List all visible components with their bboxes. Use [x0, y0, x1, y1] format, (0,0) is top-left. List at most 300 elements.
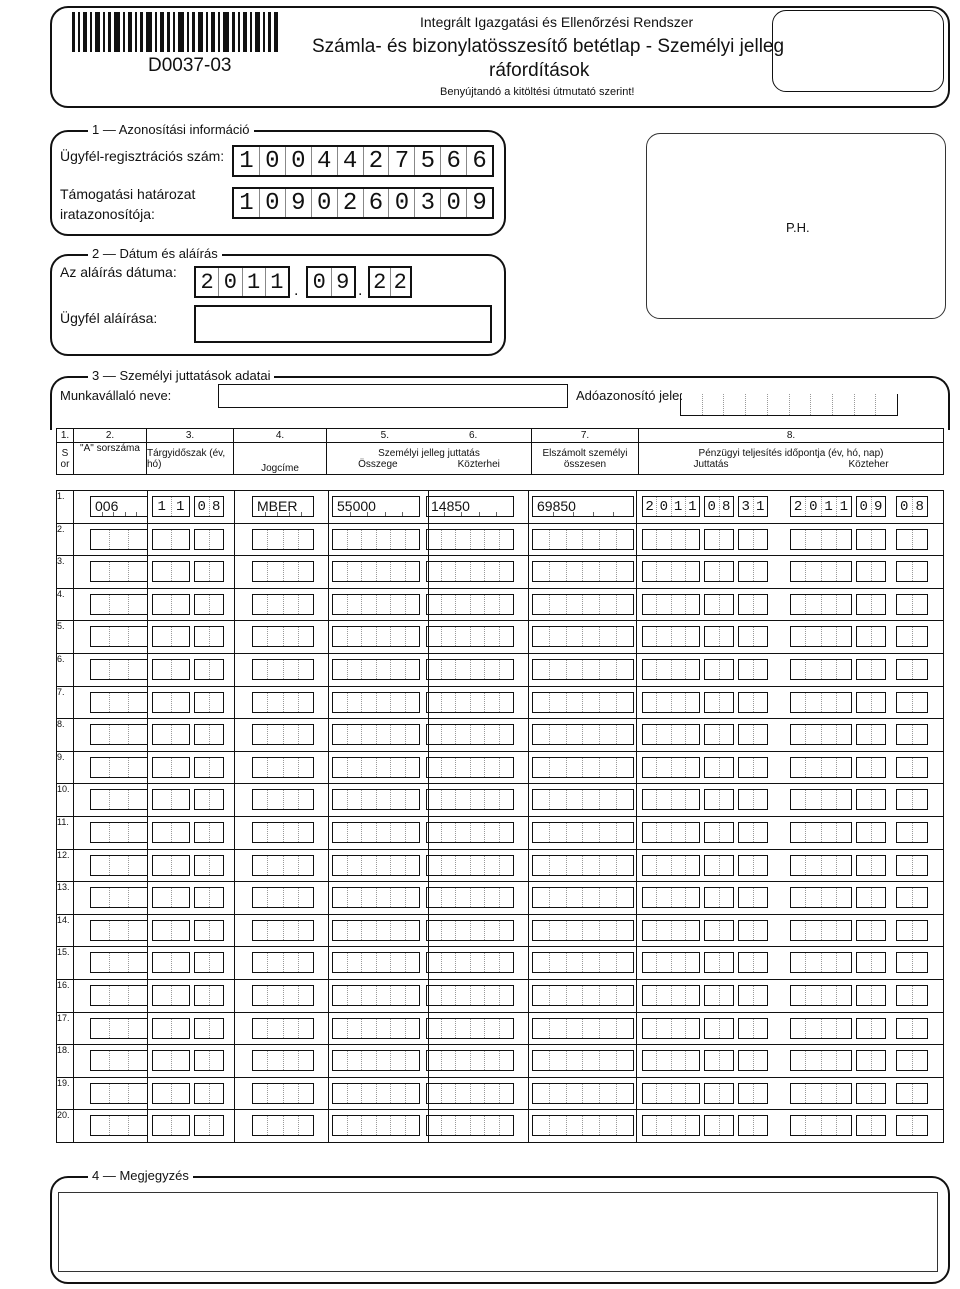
- charge-day-field[interactable]: 0 8: [896, 496, 928, 517]
- a-number-field[interactable]: [90, 920, 148, 941]
- a-number-field[interactable]: [90, 855, 148, 876]
- benefit-amount-field[interactable]: [332, 659, 420, 680]
- benefit-title-field[interactable]: [252, 855, 314, 876]
- charge-year-field[interactable]: [790, 594, 852, 615]
- period-month-field[interactable]: [194, 920, 224, 941]
- total-field[interactable]: [532, 757, 634, 778]
- signature-date-label: Az aláírás dátuma:: [60, 264, 177, 280]
- payment-month-field[interactable]: [704, 659, 734, 680]
- charge-month-field[interactable]: [856, 887, 886, 908]
- payment-day-field[interactable]: [738, 855, 768, 876]
- section2-label: 2 — Dátum és aláírás: [88, 246, 222, 261]
- payment-day-field[interactable]: [738, 659, 768, 680]
- charge-month-field[interactable]: [856, 529, 886, 550]
- period-year-field[interactable]: [152, 1115, 190, 1136]
- charge-month-field[interactable]: [856, 626, 886, 647]
- benefit-charges-field[interactable]: [426, 561, 514, 582]
- signature-date-day[interactable]: 2 2: [368, 266, 412, 298]
- charge-day-field[interactable]: [896, 692, 928, 713]
- payment-year-field[interactable]: [642, 724, 700, 745]
- charge-year-field[interactable]: [790, 985, 852, 1006]
- section4-label: 4 — Megjegyzés: [88, 1168, 193, 1183]
- charge-month-field[interactable]: [856, 561, 886, 582]
- charge-month-field[interactable]: [856, 789, 886, 810]
- benefit-charges-field[interactable]: [426, 659, 514, 680]
- benefit-charges-field[interactable]: [426, 626, 514, 647]
- period-year-field[interactable]: [152, 887, 190, 908]
- benefit-title-field[interactable]: [252, 1050, 314, 1071]
- total-field[interactable]: [532, 1083, 634, 1104]
- benefit-amount-field[interactable]: [332, 1083, 420, 1104]
- period-month-field[interactable]: [194, 692, 224, 713]
- period-month-field[interactable]: [194, 1115, 224, 1136]
- charge-month-field[interactable]: [856, 985, 886, 1006]
- barcode: [72, 12, 282, 52]
- payment-day-field[interactable]: [738, 1050, 768, 1071]
- payment-day-field[interactable]: [738, 985, 768, 1006]
- row-number: 13.: [57, 882, 74, 915]
- benefit-charges-field[interactable]: [426, 1018, 514, 1039]
- period-year-field[interactable]: [152, 757, 190, 778]
- benefit-amount-field[interactable]: [332, 1115, 420, 1136]
- payment-year-field[interactable]: [642, 529, 700, 550]
- period-year-field[interactable]: 1 1: [152, 496, 190, 517]
- period-month-field[interactable]: [194, 529, 224, 550]
- payment-day-field[interactable]: [738, 757, 768, 778]
- charge-year-field[interactable]: [790, 659, 852, 680]
- charge-day-field[interactable]: [896, 626, 928, 647]
- benefit-title-field[interactable]: [252, 626, 314, 647]
- a-number-field[interactable]: [90, 822, 148, 843]
- charge-year-field[interactable]: [790, 1018, 852, 1039]
- a-number-field[interactable]: [90, 887, 148, 908]
- row-number: 19.: [57, 1077, 74, 1110]
- benefit-charges-field[interactable]: [426, 920, 514, 941]
- payment-day-field[interactable]: [738, 626, 768, 647]
- period-month-field[interactable]: [194, 985, 224, 1006]
- benefit-title-field[interactable]: [252, 692, 314, 713]
- total-field[interactable]: [532, 1115, 634, 1136]
- payment-year-field[interactable]: [642, 1083, 700, 1104]
- a-number-field[interactable]: [90, 985, 148, 1006]
- benefit-title-field[interactable]: [252, 724, 314, 745]
- period-month-field[interactable]: [194, 887, 224, 908]
- period-month-field[interactable]: [194, 659, 224, 680]
- charge-month-field[interactable]: [856, 594, 886, 615]
- benefit-amount-field[interactable]: [332, 952, 420, 973]
- period-year-field[interactable]: [152, 985, 190, 1006]
- charge-month-field[interactable]: [856, 1115, 886, 1136]
- charge-month-field[interactable]: [856, 692, 886, 713]
- row-number: 16.: [57, 979, 74, 1012]
- payment-month-field[interactable]: [704, 985, 734, 1006]
- payment-month-field[interactable]: [704, 757, 734, 778]
- payment-month-field[interactable]: [704, 1115, 734, 1136]
- charge-year-field[interactable]: 2 0 1 1: [790, 496, 852, 517]
- period-month-field[interactable]: [194, 789, 224, 810]
- total-field[interactable]: [532, 1050, 634, 1071]
- total-field[interactable]: [532, 822, 634, 843]
- payment-month-field[interactable]: [704, 529, 734, 550]
- row-number: 18.: [57, 1045, 74, 1078]
- charge-month-field[interactable]: [856, 822, 886, 843]
- period-year-field[interactable]: [152, 724, 190, 745]
- charge-year-field[interactable]: [790, 692, 852, 713]
- benefit-title-field[interactable]: [252, 1083, 314, 1104]
- period-month-field[interactable]: [194, 1083, 224, 1104]
- payment-month-field[interactable]: [704, 1050, 734, 1071]
- benefit-charges-field[interactable]: [426, 789, 514, 810]
- benefit-title-field[interactable]: [252, 952, 314, 973]
- charge-month-field[interactable]: [856, 920, 886, 941]
- benefit-charges-field[interactable]: [426, 952, 514, 973]
- benefit-amount-field[interactable]: [332, 1050, 420, 1071]
- benefit-amount-field[interactable]: [332, 626, 420, 647]
- col-header-total: Elszámolt személyi összesen: [532, 443, 639, 475]
- charge-month-field[interactable]: [856, 1050, 886, 1071]
- benefit-amount-field[interactable]: [332, 1018, 420, 1039]
- payment-day-field[interactable]: [738, 692, 768, 713]
- payment-day-field[interactable]: [738, 529, 768, 550]
- col-number-4: 4.: [234, 429, 327, 443]
- payment-day-field[interactable]: [738, 724, 768, 745]
- benefit-amount-field[interactable]: [332, 724, 420, 745]
- employee-name-field[interactable]: [218, 384, 568, 408]
- total-field[interactable]: [532, 561, 634, 582]
- charge-year-field[interactable]: [790, 1083, 852, 1104]
- charge-year-field[interactable]: [790, 822, 852, 843]
- a-number-field[interactable]: [90, 594, 148, 615]
- submission-instruction: Benyújtandó a kitöltési útmutató szerint!: [440, 86, 635, 98]
- benefit-amount-field[interactable]: [332, 985, 420, 1006]
- benefit-title-field[interactable]: MBER: [252, 496, 314, 517]
- period-year-field[interactable]: [152, 952, 190, 973]
- payment-year-field[interactable]: 2 0 1 1: [642, 496, 700, 517]
- benefit-charges-field[interactable]: 14850: [426, 496, 514, 517]
- col-header-title: Jogcíme: [234, 443, 327, 475]
- period-month-field[interactable]: [194, 855, 224, 876]
- charge-month-field[interactable]: 0 9: [856, 496, 886, 517]
- payment-month-field[interactable]: [704, 1083, 734, 1104]
- charge-year-field[interactable]: [790, 626, 852, 647]
- payment-day-field[interactable]: [738, 1083, 768, 1104]
- payment-year-field[interactable]: [642, 1050, 700, 1071]
- period-year-field[interactable]: [152, 1018, 190, 1039]
- total-field[interactable]: [532, 887, 634, 908]
- payment-year-field[interactable]: [642, 822, 700, 843]
- employee-name-label: Munkavállaló neve:: [60, 388, 172, 403]
- charge-month-field[interactable]: [856, 952, 886, 973]
- period-year-field[interactable]: [152, 1083, 190, 1104]
- charge-year-field[interactable]: [790, 529, 852, 550]
- row-number: 4.: [57, 588, 74, 621]
- tax-id-field[interactable]: [680, 394, 898, 416]
- payment-day-field[interactable]: [738, 1115, 768, 1136]
- total-field[interactable]: [532, 855, 634, 876]
- period-year-field[interactable]: [152, 920, 190, 941]
- col-header-period: Tárgyidőszak (év, hó): [147, 443, 234, 475]
- a-number-field[interactable]: [90, 692, 148, 713]
- charge-day-field[interactable]: [896, 757, 928, 778]
- charge-day-field[interactable]: [896, 529, 928, 550]
- period-month-field[interactable]: [194, 1018, 224, 1039]
- payment-month-field[interactable]: [704, 692, 734, 713]
- payment-month-field[interactable]: [704, 626, 734, 647]
- total-field[interactable]: [532, 529, 634, 550]
- payment-day-field[interactable]: [738, 822, 768, 843]
- charge-year-field[interactable]: [790, 724, 852, 745]
- period-year-field[interactable]: [152, 855, 190, 876]
- total-field[interactable]: [532, 626, 634, 647]
- benefit-charges-field[interactable]: [426, 757, 514, 778]
- col-header-a-number: "A" sorszáma: [74, 443, 147, 475]
- payment-month-field[interactable]: [704, 855, 734, 876]
- payment-day-field[interactable]: [738, 789, 768, 810]
- period-year-field[interactable]: [152, 659, 190, 680]
- payment-month-field[interactable]: [704, 594, 734, 615]
- charge-month-field[interactable]: [856, 659, 886, 680]
- charge-day-field[interactable]: [896, 920, 928, 941]
- total-field[interactable]: [532, 952, 634, 973]
- charge-month-field[interactable]: [856, 855, 886, 876]
- charge-month-field[interactable]: [856, 1018, 886, 1039]
- benefit-title-field[interactable]: [252, 920, 314, 941]
- period-year-field[interactable]: [152, 1050, 190, 1071]
- a-number-field[interactable]: [90, 1115, 148, 1136]
- benefit-amount-field[interactable]: [332, 855, 420, 876]
- charge-year-field[interactable]: [790, 855, 852, 876]
- a-number-field[interactable]: [90, 1050, 148, 1071]
- period-month-field[interactable]: [194, 1050, 224, 1071]
- payment-year-field[interactable]: [642, 692, 700, 713]
- benefit-charges-field[interactable]: [426, 1050, 514, 1071]
- benefit-charges-field[interactable]: [426, 724, 514, 745]
- payment-month-field[interactable]: [704, 1018, 734, 1039]
- period-month-field[interactable]: [194, 594, 224, 615]
- period-year-field[interactable]: [152, 626, 190, 647]
- row-number: 14.: [57, 914, 74, 947]
- benefit-title-field[interactable]: [252, 985, 314, 1006]
- payment-month-field[interactable]: [704, 920, 734, 941]
- tax-id-label: Adóazonosító jele:: [576, 388, 683, 403]
- client-reg-number-field[interactable]: 1 0 0 4 4 2 7 5 6 6: [232, 145, 494, 177]
- benefit-title-field[interactable]: [252, 757, 314, 778]
- payment-year-field[interactable]: [642, 594, 700, 615]
- period-year-field[interactable]: [152, 561, 190, 582]
- period-month-field[interactable]: [194, 952, 224, 973]
- charge-day-field[interactable]: [896, 594, 928, 615]
- a-number-field[interactable]: [90, 952, 148, 973]
- benefit-charges-field[interactable]: [426, 1083, 514, 1104]
- row-number: 11.: [57, 816, 74, 849]
- payment-month-field[interactable]: [704, 561, 734, 582]
- charge-year-field[interactable]: [790, 757, 852, 778]
- a-number-field[interactable]: [90, 789, 148, 810]
- benefit-charges-field[interactable]: [426, 529, 514, 550]
- benefit-amount-field[interactable]: [332, 692, 420, 713]
- date-separator: .: [358, 282, 363, 299]
- charge-day-field[interactable]: [896, 789, 928, 810]
- charge-day-field[interactable]: [896, 1050, 928, 1071]
- charge-day-field[interactable]: [896, 1018, 928, 1039]
- charge-day-field[interactable]: [896, 659, 928, 680]
- benefit-title-field[interactable]: [252, 789, 314, 810]
- benefit-amount-field[interactable]: 55000: [332, 496, 420, 517]
- a-number-field[interactable]: [90, 757, 148, 778]
- charge-year-field[interactable]: [790, 887, 852, 908]
- benefit-title-field[interactable]: [252, 529, 314, 550]
- total-field[interactable]: [532, 692, 634, 713]
- payment-month-field[interactable]: [704, 822, 734, 843]
- charge-year-field[interactable]: [790, 1115, 852, 1136]
- total-field[interactable]: [532, 594, 634, 615]
- a-number-field[interactable]: 006: [90, 496, 148, 517]
- benefit-charges-field[interactable]: [426, 985, 514, 1006]
- row-number: 17.: [57, 1012, 74, 1045]
- signature-field[interactable]: [194, 305, 492, 343]
- period-month-field[interactable]: [194, 561, 224, 582]
- section1-label: 1 — Azonosítási információ: [88, 122, 254, 137]
- benefit-charges-field[interactable]: [426, 822, 514, 843]
- charge-day-field[interactable]: [896, 561, 928, 582]
- benefit-title-field[interactable]: [252, 594, 314, 615]
- period-year-field[interactable]: [152, 822, 190, 843]
- client-reg-label: Ügyfél-regisztrációs szám:: [60, 148, 225, 164]
- charge-day-field[interactable]: [896, 855, 928, 876]
- col-number-7: 7.: [532, 429, 639, 443]
- period-year-field[interactable]: [152, 789, 190, 810]
- payment-year-field[interactable]: [642, 789, 700, 810]
- payment-month-field[interactable]: [704, 789, 734, 810]
- payment-month-field[interactable]: [704, 952, 734, 973]
- benefit-charges-field[interactable]: [426, 855, 514, 876]
- period-month-field[interactable]: [194, 757, 224, 778]
- charge-month-field[interactable]: [856, 724, 886, 745]
- payment-year-field[interactable]: [642, 952, 700, 973]
- period-year-field[interactable]: [152, 594, 190, 615]
- charge-month-field[interactable]: [856, 1083, 886, 1104]
- benefit-title-field[interactable]: [252, 1115, 314, 1136]
- payment-year-field[interactable]: [642, 1115, 700, 1136]
- payment-year-field[interactable]: [642, 626, 700, 647]
- total-field[interactable]: [532, 789, 634, 810]
- total-field[interactable]: [532, 1018, 634, 1039]
- remarks-field[interactable]: [58, 1192, 938, 1272]
- a-number-field[interactable]: [90, 529, 148, 550]
- payment-month-field[interactable]: 0 8: [704, 496, 734, 517]
- payment-day-field[interactable]: [738, 1018, 768, 1039]
- charge-year-field[interactable]: [790, 920, 852, 941]
- payment-year-field[interactable]: [642, 1018, 700, 1039]
- charge-day-field[interactable]: [896, 1115, 928, 1136]
- benefit-charges-field[interactable]: [426, 594, 514, 615]
- form-code: D0037-03: [148, 55, 232, 76]
- payment-day-field[interactable]: [738, 920, 768, 941]
- total-field[interactable]: [532, 985, 634, 1006]
- a-number-field[interactable]: [90, 626, 148, 647]
- benefit-title-field[interactable]: [252, 887, 314, 908]
- benefit-title-field[interactable]: [252, 1018, 314, 1039]
- total-field[interactable]: [532, 724, 634, 745]
- benefit-amount-field[interactable]: [332, 529, 420, 550]
- payment-year-field[interactable]: [642, 985, 700, 1006]
- charge-day-field[interactable]: [896, 724, 928, 745]
- signature-date-month[interactable]: 0 9: [306, 266, 356, 298]
- benefits-rows: [56, 490, 944, 1143]
- decision-id-field[interactable]: 1 0 9 0 2 6 0 3 0 9: [232, 187, 494, 219]
- charge-month-field[interactable]: [856, 757, 886, 778]
- a-number-field[interactable]: [90, 724, 148, 745]
- row-number: 12.: [57, 849, 74, 882]
- payment-month-field[interactable]: [704, 887, 734, 908]
- benefit-charges-field[interactable]: [426, 692, 514, 713]
- a-number-field[interactable]: [90, 1018, 148, 1039]
- payment-year-field[interactable]: [642, 757, 700, 778]
- charge-year-field[interactable]: [790, 952, 852, 973]
- charge-day-field[interactable]: [896, 1083, 928, 1104]
- benefit-amount-field[interactable]: [332, 594, 420, 615]
- period-month-field[interactable]: 0 8: [194, 496, 224, 517]
- benefit-charges-field[interactable]: [426, 887, 514, 908]
- payment-year-field[interactable]: [642, 561, 700, 582]
- charge-day-field[interactable]: [896, 985, 928, 1006]
- benefit-amount-field[interactable]: [332, 561, 420, 582]
- period-year-field[interactable]: [152, 529, 190, 550]
- payment-day-field[interactable]: 3 1: [738, 496, 768, 517]
- payment-day-field[interactable]: [738, 952, 768, 973]
- total-field[interactable]: [532, 659, 634, 680]
- payment-year-field[interactable]: [642, 920, 700, 941]
- payment-month-field[interactable]: [704, 724, 734, 745]
- benefit-amount-field[interactable]: [332, 757, 420, 778]
- payment-day-field[interactable]: [738, 561, 768, 582]
- period-year-field[interactable]: [152, 692, 190, 713]
- payment-year-field[interactable]: [642, 855, 700, 876]
- period-month-field[interactable]: [194, 626, 224, 647]
- benefit-charges-field[interactable]: [426, 1115, 514, 1136]
- benefit-amount-field[interactable]: [332, 789, 420, 810]
- total-field[interactable]: [532, 920, 634, 941]
- benefit-title-field[interactable]: [252, 659, 314, 680]
- a-number-field[interactable]: [90, 561, 148, 582]
- period-month-field[interactable]: [194, 724, 224, 745]
- benefit-amount-field[interactable]: [332, 920, 420, 941]
- payment-day-field[interactable]: [738, 887, 768, 908]
- a-number-field[interactable]: [90, 659, 148, 680]
- charge-year-field[interactable]: [790, 1050, 852, 1071]
- payment-year-field[interactable]: [642, 659, 700, 680]
- col-header-benefit: Személyi jelleg juttatás Összege Közterhei: [327, 443, 532, 475]
- period-month-field[interactable]: [194, 822, 224, 843]
- row-number: 6.: [57, 653, 74, 686]
- a-number-field[interactable]: [90, 1083, 148, 1104]
- charge-day-field[interactable]: [896, 822, 928, 843]
- charge-day-field[interactable]: [896, 952, 928, 973]
- total-field[interactable]: 69850: [532, 496, 634, 517]
- payment-day-field[interactable]: [738, 594, 768, 615]
- benefit-amount-field[interactable]: [332, 822, 420, 843]
- col-header-sor: S or: [57, 443, 74, 475]
- charge-year-field[interactable]: [790, 561, 852, 582]
- charge-day-field[interactable]: [896, 887, 928, 908]
- benefit-title-field[interactable]: [252, 561, 314, 582]
- signature-date-year[interactable]: 2 0 1 1: [194, 266, 290, 298]
- payment-year-field[interactable]: [642, 887, 700, 908]
- benefit-title-field[interactable]: [252, 822, 314, 843]
- benefits-rows-grid: [56, 490, 944, 1143]
- charge-year-field[interactable]: [790, 789, 852, 810]
- benefit-amount-field[interactable]: [332, 887, 420, 908]
